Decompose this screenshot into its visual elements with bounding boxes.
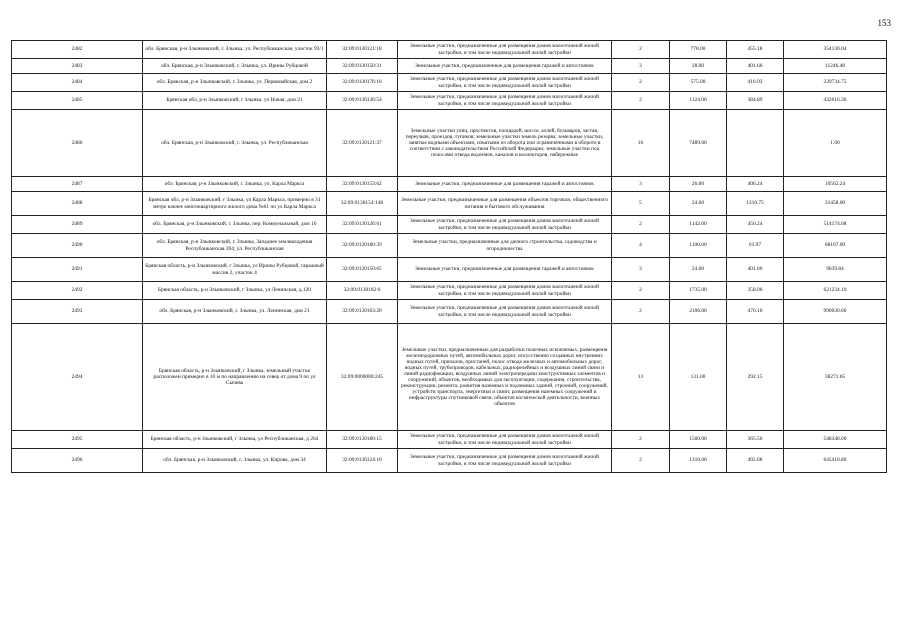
cadastral-number-cell: 32:09:0130180:15 (327, 431, 398, 449)
row-number: 2482 (12, 41, 143, 59)
table-row (12, 300, 887, 324)
area-cell: 131.00 (670, 324, 727, 431)
cadastral-number-cell: 32:09:0130163:20 (327, 300, 398, 324)
area-cell: 2106.00 (670, 300, 727, 324)
area-cell: 1735.00 (670, 282, 727, 300)
cadastral-value-cell: 9639.84 (784, 258, 887, 282)
cadastral-number-cell: 32:09:0130153:62 (327, 177, 398, 192)
area-cell: 575.00 (670, 74, 727, 92)
purpose-code-cell: 4 (612, 234, 670, 258)
table-row (12, 59, 887, 74)
table-row (12, 177, 887, 192)
row-number: 2495 (12, 431, 143, 449)
table-row (12, 74, 887, 92)
purpose-code-cell: 2 (612, 92, 670, 110)
specific-value-cell: 406.24 (727, 177, 784, 192)
table-body (12, 41, 887, 473)
address-cell: обл. Брянская, р-н Злынковский, г. Злынка, ул. Кирова, дом 34 (143, 449, 327, 473)
cadastral-value-cell: 621234.10 (784, 282, 887, 300)
address-cell: Брянская обл, р-н Злынковский, г Злынка, ул Новая, дом 21 (143, 92, 327, 110)
area-cell: 28.00 (670, 59, 727, 74)
cadastral-number-cell: 32:09:0000000:245 (327, 324, 398, 431)
purpose-code-cell: 3 (612, 59, 670, 74)
cadastral-value-cell: 1.00 (784, 110, 887, 177)
table-row (12, 41, 887, 59)
land-purpose-cell: Земельные участки, предназначенные для размещения домов малоэтажной жилой застройки, в том числе индивидуальной жилой застройки (398, 449, 612, 473)
cadastral-value-cell: 31458.00 (784, 192, 887, 216)
table-row (12, 449, 887, 473)
cadastral-value-cell: 514174.08 (784, 216, 887, 234)
cadastral-value-cell: 68167.00 (784, 234, 887, 258)
address-cell: обл. Брянская, р-н Злынковский, г. Злынка, ул. Республиканская, участок 93/1 (143, 41, 327, 59)
specific-value-cell: 1310.75 (727, 192, 784, 216)
specific-value-cell: 292.15 (727, 324, 784, 431)
land-purpose-cell: Земельные участки, предназначенные для размещения гаражей и автостоянок (398, 59, 612, 74)
specific-value-cell: 492.68 (727, 449, 784, 473)
purpose-code-cell: 2 (612, 41, 670, 59)
cadastral-value-cell: 354130.04 (784, 41, 887, 59)
row-number: 2484 (12, 74, 143, 92)
specific-value-cell: 365.56 (727, 431, 784, 449)
specific-value-cell: 455.18 (727, 41, 784, 59)
address-cell: обл. Брянская, р-н Злынковский, г. Злынка, ул. Ирины Рубцовой (143, 59, 327, 74)
land-purpose-cell: Земельные участки, предназначенные для дачного строительства, садоводства и огородничества (398, 234, 612, 258)
row-number: 2490 (12, 234, 143, 258)
specific-value-cell: 384.89 (727, 92, 784, 110)
land-registry-table (11, 40, 887, 473)
specific-value-cell: 450.24 (727, 216, 784, 234)
row-number: 2496 (12, 449, 143, 473)
table-row (12, 258, 887, 282)
land-purpose-cell: Земельные участки улиц, проспектов, площадей, шоссе, аллей, бульваров, застав, переулков, проездов, тупиков; земельные участки земель резерва; земельные участки, занятые водными объектами, изъятыми из оборота или ограниченными в обороте в соответствии с законодательством Российской Федерации; земельные участки под полосами отвода водоемов, каналов и коллекторов, набережные (398, 110, 612, 177)
purpose-code-cell: 2 (612, 449, 670, 473)
row-number: 2486 (12, 110, 143, 177)
table-row (12, 192, 887, 216)
area-cell: 1124.00 (670, 92, 727, 110)
area-cell: 24.00 (670, 192, 727, 216)
row-number: 2487 (12, 177, 143, 192)
specific-value-cell: 401.66 (727, 258, 784, 282)
cadastral-value-cell: 239734.75 (784, 74, 887, 92)
cadastral-number-cell: 32:09:0130176:16 (327, 74, 398, 92)
cadastral-number-cell: 32:09:0130121:18 (327, 41, 398, 59)
land-purpose-cell: Земельные участки, предназначенные для размещения гаражей и автостоянок (398, 177, 612, 192)
land-purpose-cell: Земельные участки, предназначенные для размещения домов малоэтажной жилой застройки, в том числе индивидуальной жилой застройки (398, 74, 612, 92)
purpose-code-cell: 2 (612, 216, 670, 234)
purpose-code-cell: 2 (612, 431, 670, 449)
land-purpose-cell: Земельные участки, предназначенные для размещения домов малоэтажной жилой застройки, в том числе индивидуальной жилой застройки (398, 282, 612, 300)
purpose-code-cell: 3 (612, 177, 670, 192)
address-cell: обл. Брянская, р-н Злынковский, г. Злынка, ул. Ленинская, дом 21 (143, 300, 327, 324)
cadastral-number-cell: 32:09:0130180:39 (327, 234, 398, 258)
land-purpose-cell: Земельные участки, предназначенные для размещения домов малоэтажной жилой застройки, в том числе индивидуальной жилой застройки (398, 431, 612, 449)
land-purpose-cell: Земельные участки, предназначенные для размещения домов малоэтажной жилой застройки, в том числе индивидуальной жилой застройки (398, 216, 612, 234)
address-cell: обл. Брянская, р-н Злынковский, г. Злынка, пер. Коммунальный, дом 16 (143, 216, 327, 234)
purpose-code-cell: 13 (612, 324, 670, 431)
cadastral-value-cell: 10562.24 (784, 177, 887, 192)
area-cell: 1142.00 (670, 216, 727, 234)
table-row (12, 324, 887, 431)
address-cell: обл. Брянская, р-н Злынковский, г. Злынка, ул. Республиканская (143, 110, 327, 177)
land-purpose-cell: Земельные участки, предназначенные для размещения домов малоэтажной жилой застройки, в том числе индивидуальной жилой застройки (398, 300, 612, 324)
purpose-code-cell: 16 (612, 110, 670, 177)
land-purpose-cell: Земельные участки, предназначенные для размещения объектов торговли, общественного питания и бытового обслуживания (398, 192, 612, 216)
cadastral-number-cell: 32:09:0130121:37 (327, 110, 398, 177)
table-row (12, 431, 887, 449)
row-number: 2491 (12, 258, 143, 282)
cadastral-value-cell: 11246.48 (784, 59, 887, 74)
purpose-code-cell: 3 (612, 258, 670, 282)
address-cell: Брянская область, р-н Злынковский, г Злынка, ул Республиканская, д 264 (143, 431, 327, 449)
cadastral-number-cell: 32:09:0130124:10 (327, 449, 398, 473)
purpose-code-cell: 2 (612, 282, 670, 300)
specific-value-cell: 416.93 (727, 74, 784, 92)
cadastral-number-cell: 32:09:0130150:65 (327, 258, 398, 282)
table-row (12, 92, 887, 110)
row-number: 2488 (12, 192, 143, 216)
area-cell: 778.00 (670, 41, 727, 59)
row-number: 2493 (12, 300, 143, 324)
specific-value-cell (727, 110, 784, 177)
land-purpose-cell: Земельные участки, предназначенные для размещения домов малоэтажной жилой застройки, в том числе индивидуальной жилой застройки (398, 92, 612, 110)
address-cell: обл. Брянская, р-н Злынковский, г. Злынка, Западнее землевладения Республиканская 264, ул. Республиканская (143, 234, 327, 258)
cadastral-value-cell: 990030.60 (784, 300, 887, 324)
address-cell: Брянская область, р-н Злынковский, г Злынка, ул Ирины Рубцовой, гаражный массив 2, участок 4 (143, 258, 327, 282)
address-cell: обл. Брянская, р-н Злынковский, г. Злынка, ул. Карла Маркса (143, 177, 327, 192)
row-number: 2492 (12, 282, 143, 300)
address-cell: Брянская область, р-н Злынковский, г Злынка, земельный участок расположен примерно в 10 м по направлению на север от дома 9 по ул Сычева (143, 324, 327, 431)
area-cell: 1100.00 (670, 234, 727, 258)
address-cell: обл. Брянская, р-н Злынковский, г. Злынка, ул. Первомайская, дом 2 (143, 74, 327, 92)
row-number: 2483 (12, 59, 143, 74)
cadastral-number-cell: 32:09:0130182:6 (327, 282, 398, 300)
cadastral-number-cell: 32:09:0130150:31 (327, 59, 398, 74)
purpose-code-cell: 5 (612, 192, 670, 216)
address-cell: Брянская обл, р-н Злынковский, г Злынка, ул Карла Маркса, примерно в 31 метре южнее многоквартирного жилого дома №61 по ул Карла Маркса (143, 192, 327, 216)
cadastral-value-cell: 432616.36 (784, 92, 887, 110)
specific-value-cell: 358.06 (727, 282, 784, 300)
table-row (12, 234, 887, 258)
table-row (12, 216, 887, 234)
land-purpose-cell: Земельные участки, предназначенные для размещения домов малоэтажной жилой застройки, в том числе индивидуальной жилой застройки (398, 41, 612, 59)
purpose-code-cell: 2 (612, 300, 670, 324)
cadastral-number-cell: 32:09:0130154:148 (327, 192, 398, 216)
table-row (12, 110, 887, 177)
cadastral-value-cell: 645410.80 (784, 449, 887, 473)
row-number: 2489 (12, 216, 143, 234)
area-cell: 1310.00 (670, 449, 727, 473)
area-cell: 7489.00 (670, 110, 727, 177)
cadastral-value-cell: 548340.00 (784, 431, 887, 449)
land-purpose-cell: Земельные участки, предназначенные для разработки полезных ископаемых, размещения железнодорожных путей, автомобильных дорог, искусственно созданных внутренних водных путей, причалов, пристаней, полос отвода железных и автомобильных дорог, водных путей, трубопроводов, кабельных, радиорелейных и воздушных линий связи и линий радиофикации, воздушных линий электропередачи конструктивных элементов и сооружений, объектов, необходимых для эксплуатации, содержания, строительства, реконструкции, ремонта, развития наземных и подземных зданий, строений, сооружений, устройств транспорта, энергетики и связи; размещения наземных сооружений и инфраструктуры спутниковой связи, объектов космической деятельности, военных объектов (398, 324, 612, 431)
area-cell: 24.00 (670, 258, 727, 282)
cadastral-number-cell: 32:09:0130126:61 (327, 216, 398, 234)
purpose-code-cell: 2 (612, 74, 670, 92)
cadastral-value-cell: 38271.65 (784, 324, 887, 431)
land-purpose-cell: Земельные участки, предназначенные для размещения гаражей и автостоянок (398, 258, 612, 282)
area-cell: 26.00 (670, 177, 727, 192)
address-cell: Брянская область, р-н Злынковский, г Злынка, ул Ленинская, д.120 (143, 282, 327, 300)
cadastral-number-cell: 32:09:0130130:54 (327, 92, 398, 110)
specific-value-cell: 61.97 (727, 234, 784, 258)
table-row (12, 282, 887, 300)
page-number: 153 (877, 18, 891, 28)
row-number: 2494 (12, 324, 143, 431)
specific-value-cell: 401.66 (727, 59, 784, 74)
row-number: 2485 (12, 92, 143, 110)
specific-value-cell: 470.10 (727, 300, 784, 324)
area-cell: 1500.00 (670, 431, 727, 449)
